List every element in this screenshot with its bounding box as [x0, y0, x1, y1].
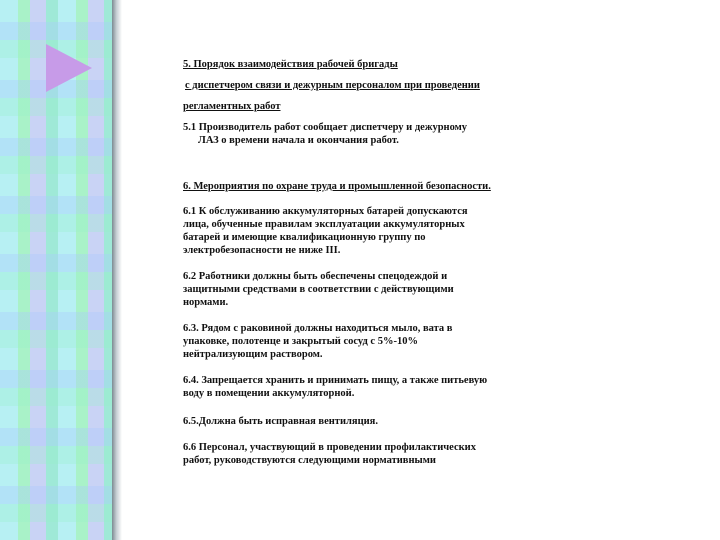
section-5-heading-line: 5. Порядок взаимодействия рабочей бригады — [183, 59, 398, 70]
paragraph-6-1 — [183, 205, 558, 257]
paragraph-6-3 — [183, 322, 558, 361]
paragraph-line: 6.2 Работники должны быть обеспечены спецодеждой и — [183, 271, 448, 282]
paragraph-line: 6.1 К обслуживанию аккумуляторных батарей допускаются — [183, 206, 468, 217]
decorative-triangle-icon — [46, 44, 92, 92]
section-5-heading — [183, 58, 558, 113]
section-5-heading-line: регламентных работ — [183, 101, 281, 112]
paragraph-line: лица, обученные правилам эксплуатации аккумуляторных — [183, 219, 465, 230]
paragraph-6-6 — [183, 441, 558, 467]
paragraph-line: ЛАЗ о времени начала и окончания работ. — [198, 135, 399, 146]
paragraph-line: работ, руководствуются следующими нормативными — [183, 455, 436, 466]
paragraph-5-1 — [183, 121, 558, 147]
paragraph-line: 5.1 Производитель работ сообщает диспетчеру и дежурному — [183, 122, 468, 133]
paragraph-line: упаковке, полотенце и закрытый сосуд с 5%-10% — [183, 336, 418, 347]
paragraph-line: нейтрализующим раствором. — [183, 349, 323, 360]
paragraph-line: нормами. — [183, 297, 229, 308]
paragraph-line: электробезопасности не ниже III. — [183, 245, 341, 256]
document-body — [183, 58, 558, 467]
decorative-divider — [112, 0, 122, 540]
paragraph-6-2 — [183, 270, 558, 309]
paragraph-line: воду в помещении аккумуляторной. — [183, 388, 355, 399]
paragraph-6-5: 6.5.Должна быть исправная вентиляция. — [183, 416, 378, 427]
paragraph-6-4 — [183, 374, 558, 400]
paragraph-line: 6.6 Персонал, участвующий в проведении профилактических — [183, 442, 476, 453]
paragraph-line: 6.3. Рядом с раковиной должны находиться мыло, вата в — [183, 323, 453, 334]
paragraph-line: батарей и имеющие квалификационную группу по — [183, 232, 426, 243]
section-5-heading-line: с диспетчером связи и дежурным персоналом при проведении — [185, 80, 480, 91]
section-6-heading: 6. Мероприятия по охране труда и промышленной безопасности. — [183, 181, 491, 192]
paragraph-line: 6.4. Запрещается хранить и принимать пищу, а также питьевую — [183, 375, 488, 386]
paragraph-line: защитными средствами в соответствии с действующими — [183, 284, 454, 295]
